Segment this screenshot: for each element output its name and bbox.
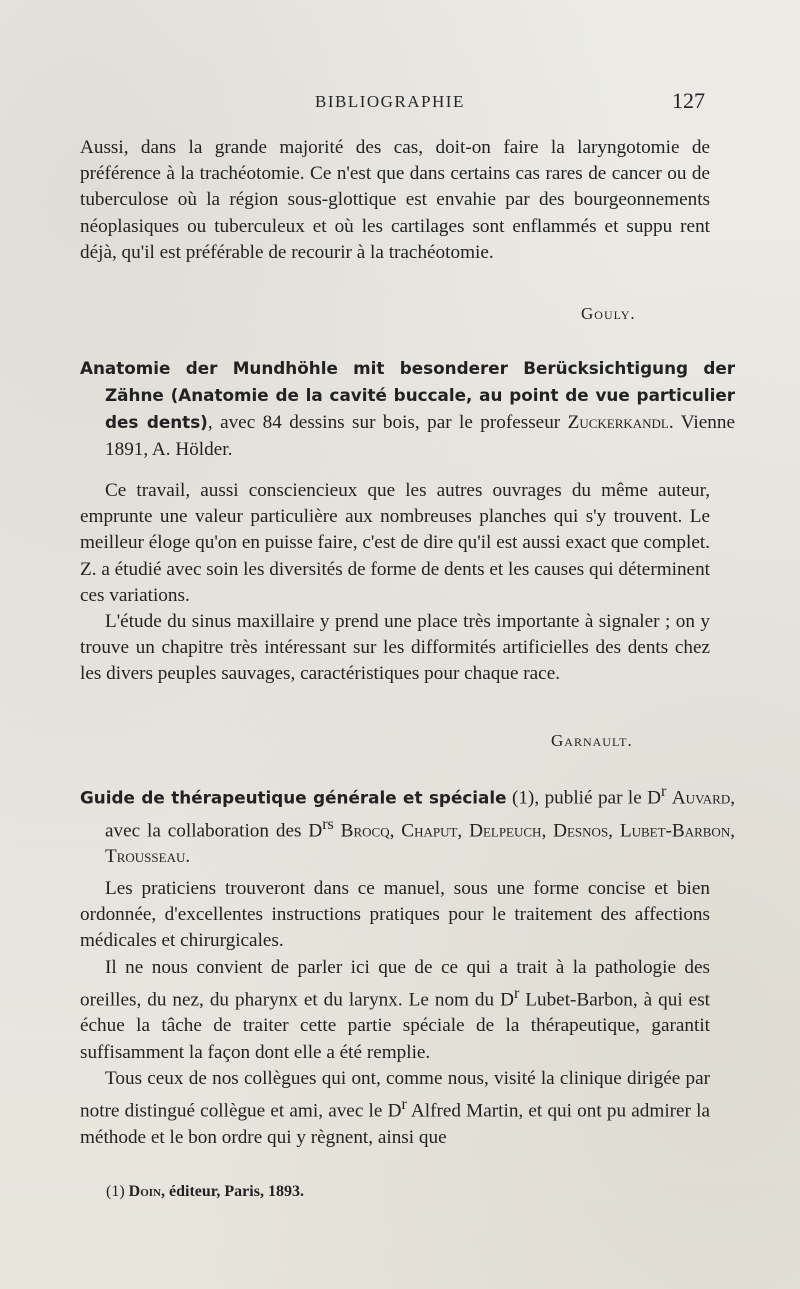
entry-anatomie-imprint: . Vienne 1891, A. Hölder. (105, 412, 735, 460)
page-header (0, 88, 800, 118)
entry-guide-collaborators: Brocq, Chaput, Delpeuch, Desnos, Lubet-Barbon, Trousseau. (105, 819, 736, 868)
entry-guide-title: Guide de thérapeutique générale et spéciale (80, 787, 507, 808)
entry-guide-heading (80, 779, 735, 870)
running-head: BIBLIOGRAPHIE (315, 92, 465, 111)
review-guide-p2-a: Il ne nous convient de parler ici que de ce qui a trait à la pathologie des oreilles, du nez, du pharynx et du larynx. Le nom du D (80, 956, 710, 1011)
review-guide-text (80, 876, 710, 1151)
review-guide-paragraph-2 (80, 955, 710, 1066)
review-gouly-text (80, 135, 710, 266)
entry-guide-drs-sup: rs (322, 815, 334, 833)
review-guide-paragraph-3 (80, 1066, 710, 1151)
entry-anatomie-heading (80, 355, 735, 463)
entry-guide-auvard: Auvard (671, 787, 731, 809)
review-guide-p2-b: Lubet-Barbon, à qui est échue la tâche de traiter cette partie spéciale de la thérapeutique, garantit suffisamment la façon dont elle a été remplie. (80, 989, 710, 1063)
entry-guide-publie: , publié par le D (534, 787, 662, 809)
review-guide-p3-sup: r (401, 1096, 407, 1114)
review-gouly-paragraph: Aussi, dans la grande majorité des cas, doit-on faire la laryngotomie de préférence à la trachéotomie. Ce n'est que dans certains cas rares de cancer ou de tuberculose où la région sous-glottique est envahie par des bourgeonnements néoplasiques ou tuberculeux et où les cartilages sont enflammés et suppu rent déjà, qu'il est préférable de recourir à la trachéotomie. (80, 137, 710, 263)
footnote-rest: , éditeur, Paris, 1893. (161, 1183, 304, 1200)
entry-guide-avec: , avec la collaboration des D (105, 787, 736, 841)
footnote-marker: (1) (106, 1183, 125, 1200)
review-guide-paragraph-1: Les praticiens trouveront dans ce manuel, sous une forme concise et bien ordonnée, d'excellentes instructions pratiques pour le traitement des affections médicales et chirurgicales. (80, 878, 710, 952)
page-number: 127 (672, 88, 705, 113)
review-garnault-text (80, 478, 710, 688)
footnote (106, 1183, 304, 1201)
review-garnault-paragraph-2: L'étude du sinus maxillaire y prend une place très importante à signaler ; on y trouve un chapitre très intéressant sur les difformités artificielles des dents chez les divers peuples sauvages, caractéristiques pour chaque race. (80, 611, 710, 685)
entry-guide-dr-sup: r (661, 783, 667, 800)
review-guide-p3-a: Tous ceux de nos collègues qui ont, comme nous, visité la clinique dirigée par notre distingué collègue et ami, avec le D (80, 1067, 710, 1122)
entry-guide-footnote-marker: (1) (511, 787, 535, 809)
footnote-publisher: Doin (128, 1183, 161, 1200)
signature-gouly: Gouly. (581, 304, 636, 323)
entry-anatomie-title: Anatomie der Mundhöhle mit besonderer Berücksichtigung der Zähne (Anatomie de la cavité buccale, au point de vue particulier des dents) (80, 358, 735, 433)
review-guide-p3-b: Alfred Martin, et qui ont pu admirer la méthode et le bon ordre qui y règnent, ainsi que (80, 1100, 710, 1148)
entry-anatomie-details: , avec 84 dessins sur bois, par le professeur (207, 412, 568, 434)
review-garnault-paragraph-1: Ce travail, aussi consciencieux que les autres ouvrages du même auteur, emprunte une valeur particulière aux nombreuses planches qui s'y trouvent. Le meilleur éloge qu'on en puisse faire, c'est de dire qu'il est aussi exact que complet. Z. a étudié avec soin les diversités de forme de dents et les causes qui déterminent ces variations. (80, 480, 710, 606)
signature-garnault: Garnault. (551, 731, 633, 750)
entry-anatomie-author: Zuckerkandl (567, 412, 669, 434)
review-guide-p2-sup: r (513, 984, 520, 1002)
